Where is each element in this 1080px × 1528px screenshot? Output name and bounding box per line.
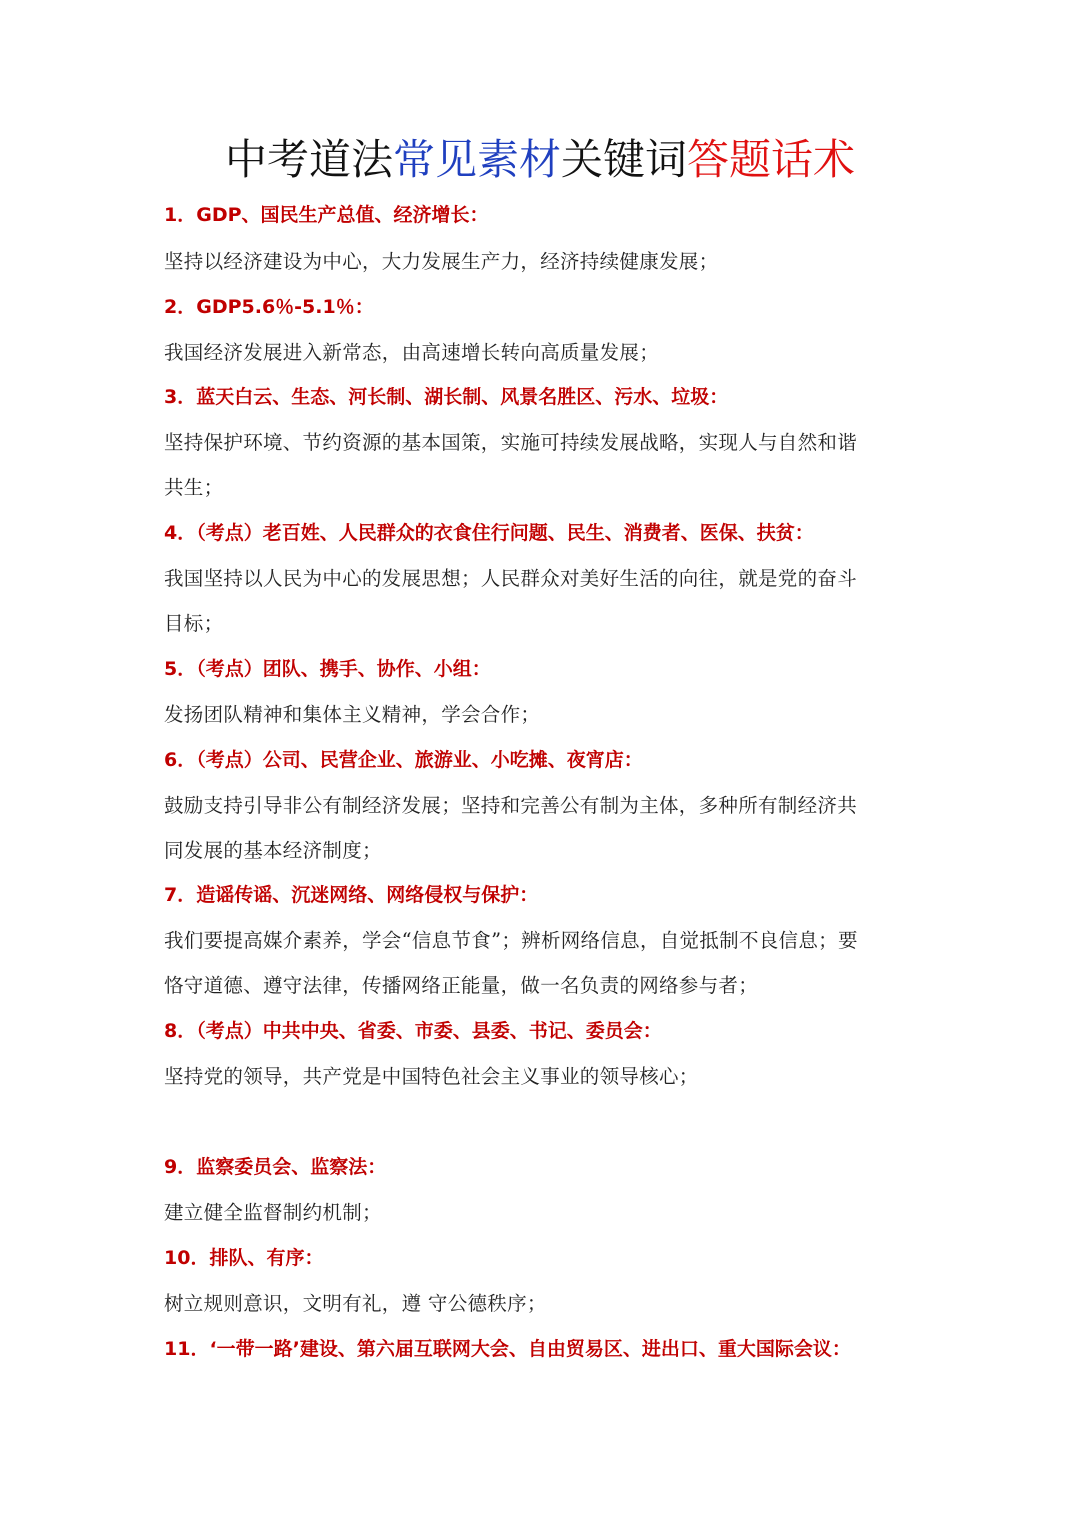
body-line: 同发展的基本经济制度；: [164, 839, 382, 862]
title-part-blue: 常见素材: [392, 135, 561, 184]
item-heading-5: 5．（考点）团队、携手、协作、小组：: [164, 658, 491, 680]
body-line: 我们要提高媒介素养，学会“信息节食”；辨析网络信息，自觉抵制不良信息；要: [164, 929, 858, 952]
item-body-1: [164, 239, 924, 284]
body-line: 鼓励支持引导非公有制经济发展；坚持和完善公有制为主体，多种所有制经济共: [164, 794, 858, 817]
item-heading-9: 9．监察委员会、监察法：: [164, 1156, 387, 1178]
body-line: 共生；: [164, 476, 224, 499]
item-heading-11: 11．‘一带一路’建设、第六届互联网大会、自由贸易区、进出口、重大国际会议：: [164, 1338, 851, 1360]
page-title: [0, 132, 1080, 188]
item-heading-1: 1．GDP、国民生产总值、经济增长：: [164, 204, 489, 226]
body-line: 坚持以经济建设为中心，大力发展生产力，经济持续健康发展；: [164, 250, 719, 273]
item-body-5: [164, 692, 924, 737]
item-heading-3: 3．蓝天白云、生态、河长制、湖长制、风景名胜区、污水、垃圾：: [164, 386, 729, 408]
item-body-8: [164, 1054, 924, 1099]
item-body-9: [164, 1190, 924, 1235]
item-body-2: [164, 330, 924, 375]
body-line: 我国坚持以人民为中心的发展思想；人民群众对美好生活的向往，就是党的奋斗: [164, 567, 858, 590]
item-heading-7: 7．造谣传谣、沉迷网络、网络侵权与保护：: [164, 884, 539, 906]
item-heading-8: 8．（考点）中共中央、省委、市委、县委、书记、委员会：: [164, 1020, 662, 1042]
item-body-10: [164, 1281, 924, 1326]
title-part-black: 中考道法: [224, 135, 393, 184]
body-line: 建立健全监督制约机制；: [164, 1201, 382, 1224]
item-heading-6: 6．（考点）公司、民营企业、旅游业、小吃摊、夜宵店：: [164, 749, 643, 771]
body-line: 树立规则意识，文明有礼，遵 守公德秩序；: [164, 1292, 547, 1315]
item-body-3: [164, 420, 924, 510]
item-body-7: [164, 918, 924, 1008]
body-line: 坚持党的领导，共产党是中国特色社会主义事业的领导核心；: [164, 1065, 699, 1088]
item-body-6: [164, 783, 924, 873]
item-heading-4: 4．（考点）老百姓、人民群众的衣食住行问题、民生、消费者、医保、扶贫：: [164, 522, 814, 544]
item-body-4: [164, 556, 924, 646]
body-line: 恪守道德、遵守法律，传播网络正能量，做一名负责的网络参与者；: [164, 974, 759, 997]
item-heading-10: 10．排队、有序：: [164, 1247, 324, 1269]
body-line: 我国经济发展进入新常态，由高速增长转向高质量发展；: [164, 341, 660, 364]
body-line: 发扬团队精神和集体主义精神，学会合作；: [164, 703, 541, 726]
title-part-red: 答题话术: [687, 135, 856, 184]
body-line: 目标；: [164, 612, 224, 635]
body-line: 坚持保护环境、节约资源的基本国策，实施可持续发展战略，实现人与自然和谐: [164, 431, 858, 454]
item-heading-2: 2．GDP5.6％-5.1％：: [164, 296, 374, 318]
title-part-black-2: 关键词: [561, 135, 688, 184]
